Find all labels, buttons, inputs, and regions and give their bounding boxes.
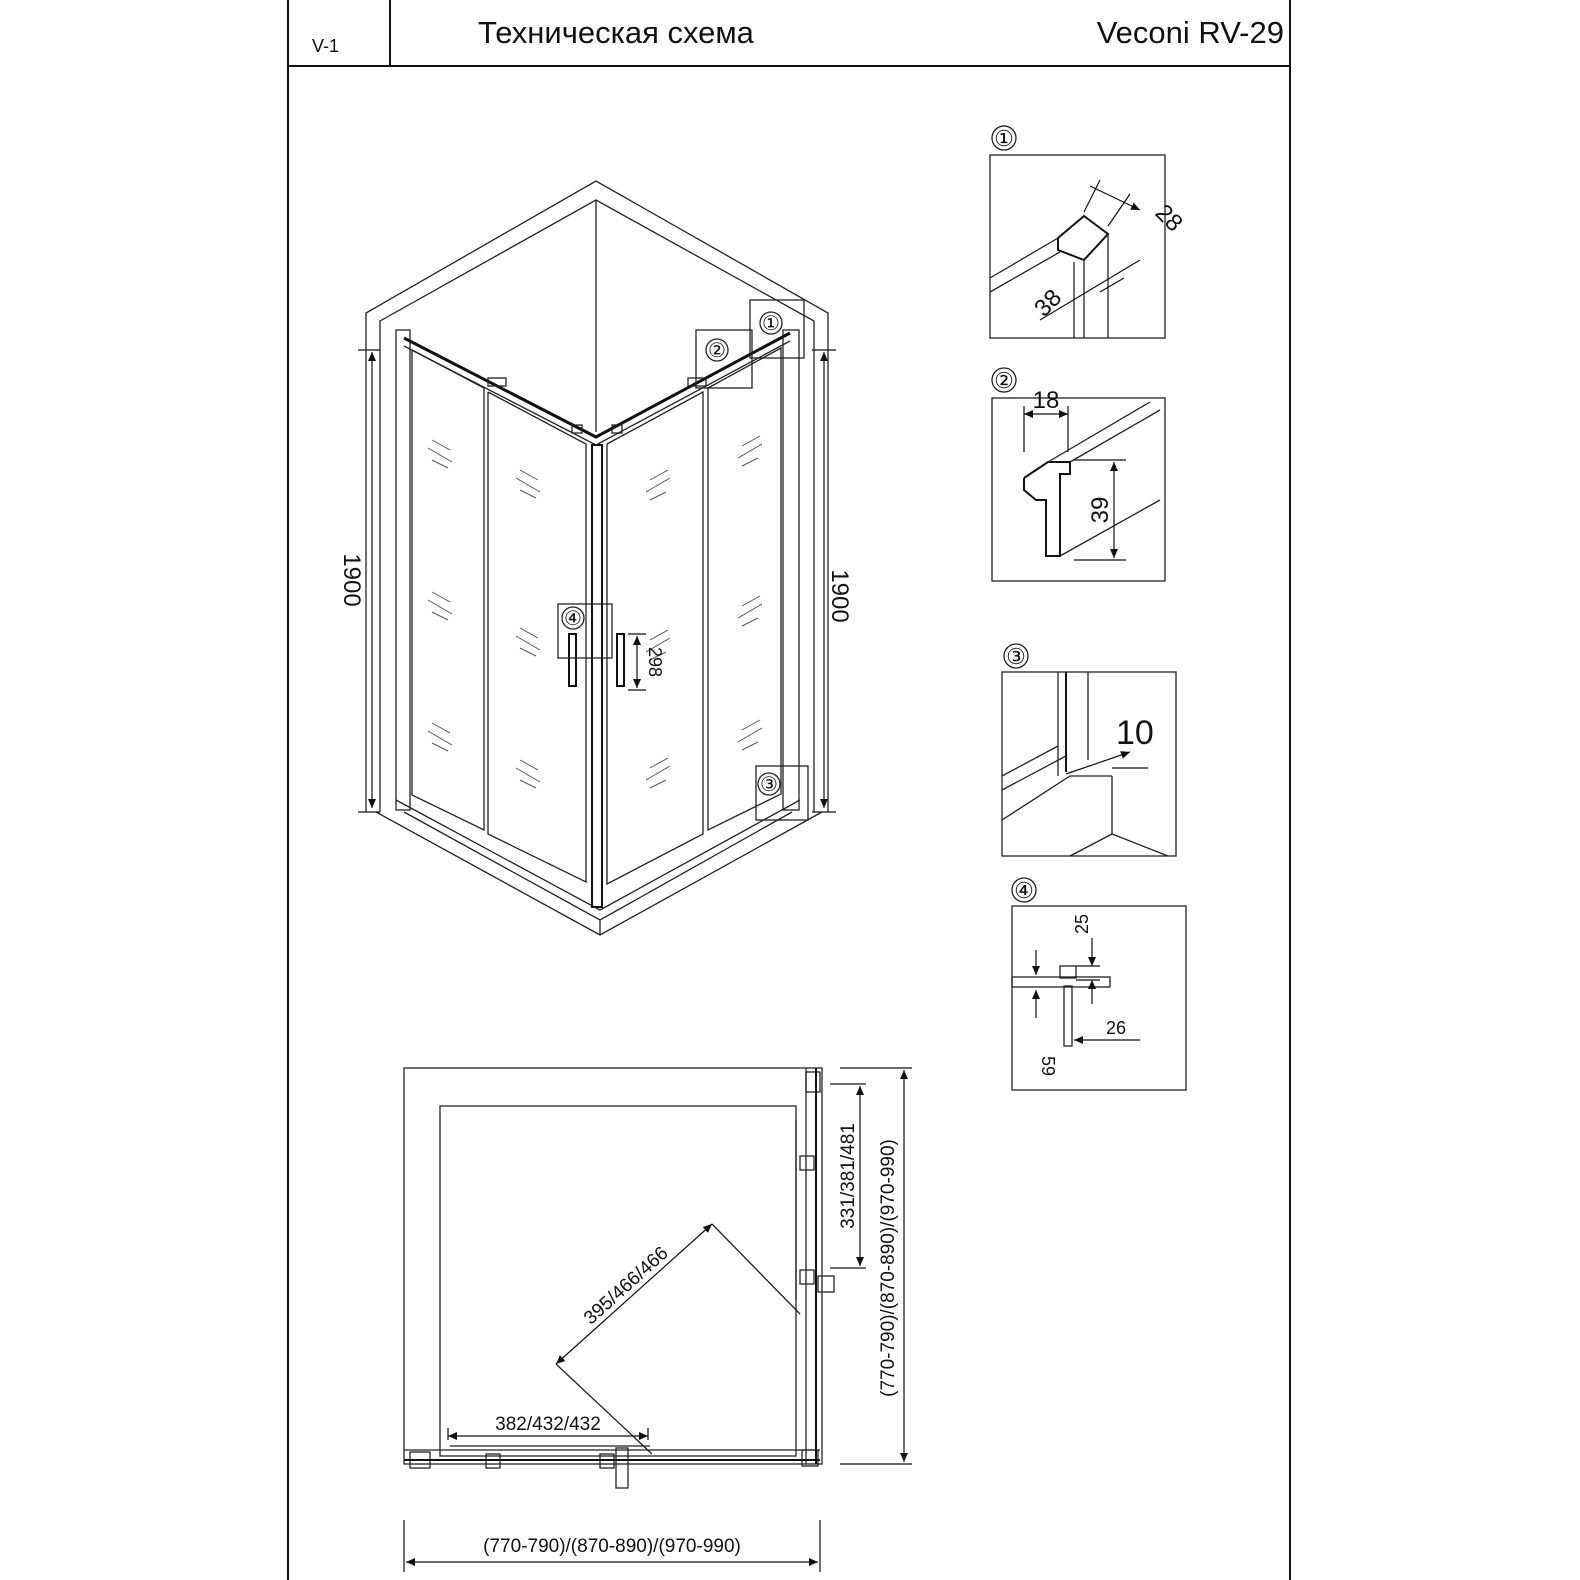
- height-label-right: 1900: [826, 569, 853, 623]
- callout-label-4: ④: [564, 608, 582, 630]
- detail-4-dim-25: 25: [1072, 913, 1092, 935]
- right-door-offset-label: 331/381/481: [838, 1123, 859, 1229]
- sheet-frame: [288, 0, 1290, 1580]
- detail-3-label: ③: [1006, 644, 1026, 669]
- detail-4-dim-26: 26: [1106, 1018, 1127, 1038]
- detail-4-dim-59: 59: [1038, 1055, 1058, 1077]
- callout-label-1: ①: [762, 313, 780, 335]
- detail-4-label: ④: [1014, 878, 1034, 903]
- bottom-door-offset-label: 382/432/432: [495, 1414, 601, 1435]
- plan-view: [404, 1068, 912, 1572]
- detail-3-dim-10: 10: [1116, 714, 1154, 752]
- door-opening-label: 395/466/466: [580, 1242, 673, 1330]
- plan-depth-label: (770-790)/(870-890)/(970-990): [878, 1139, 899, 1397]
- detail-2-dim-18: 18: [1032, 387, 1060, 414]
- sheet-code: V-1: [312, 36, 340, 56]
- detail-1-label: ①: [994, 126, 1014, 151]
- callout-label-3: ③: [760, 774, 778, 796]
- detail-2-dim-39: 39: [1087, 496, 1114, 524]
- detail-1-dim-28: 28: [1149, 199, 1188, 238]
- isometric-view: [366, 181, 828, 935]
- detail-2: [992, 368, 1165, 581]
- detail-1-dim-38: 38: [1029, 284, 1068, 323]
- handle-length-label: 298: [645, 646, 665, 678]
- callout-label-2: ②: [708, 340, 726, 362]
- plan-width-label: (770-790)/(870-890)/(970-990): [483, 1536, 741, 1557]
- drawing-title: Техническая схема: [478, 15, 754, 50]
- detail-1: [990, 126, 1165, 338]
- model-name: Veconi RV-29: [1096, 15, 1284, 50]
- height-label-left: 1900: [338, 553, 365, 607]
- handle-dimension: [628, 634, 646, 690]
- detail-2-label: ②: [994, 368, 1014, 393]
